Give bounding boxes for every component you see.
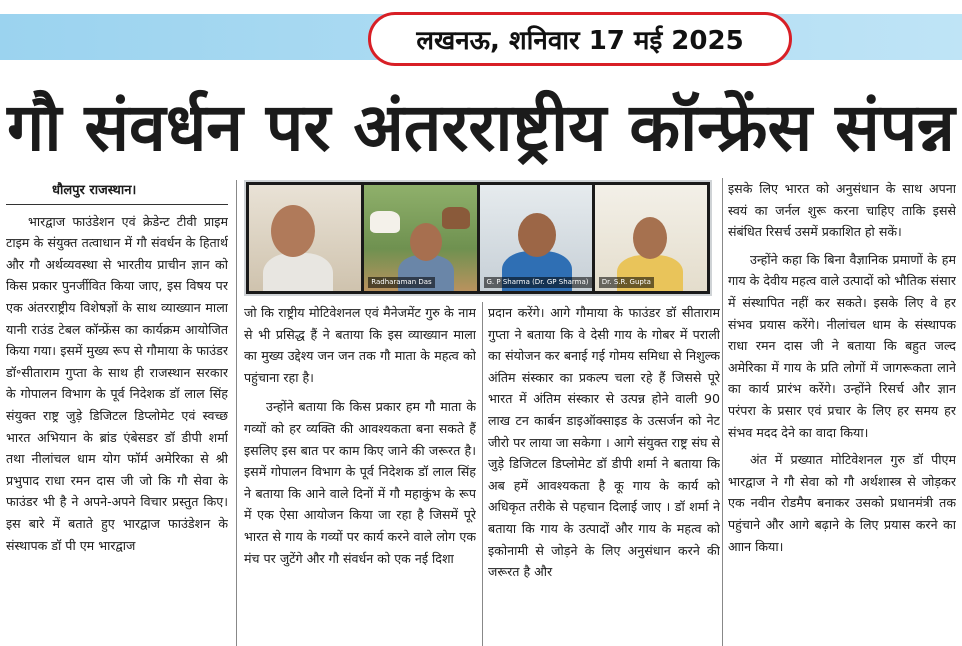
- paragraph: इसके लिए भारत को अनुसंधान के साथ अपना स्वयं का जर्नल शुरू करना चाहिए ताकि इससे संबंधित रिसर्च उसमें प्रकाशित हो सकें।: [728, 181, 956, 240]
- dateline: धौलपुर राजस्थान।: [6, 180, 228, 205]
- paragraph: भारद्वाज फाउंडेशन एवं क्रेडेन्ट टीवी प्राइम टाइम के संयुक्त तत्वाधान में गौ संवर्धन के हितार्थ और गौ अर्थव्यवस्था से भारतीय प्राचीन ज्ञान को किस प्रकार पुनर्जीवित किया जाए, इस विषय पर एक अंतरराष्ट्रीय विशेषज्ञों के साथ व्याख्यान माला यानी राउंड टेबल कॉन्फ्रेंस का कार्यक्रम आयोजित किया गया। इसमें मुख्य रूप से गौमाया के फाउंडर डॉ॰सीताराम गुप्ता के साथ ही राजस्थान सरकार के गोपालन विभाग के पूर्व निदेशक डॉ लाल सिंह संयुक्त राष्ट्र जुड़े डिजिटल डिप्लोमेट एवं स्वच्छ भारत अभियान के ब्रांड एंबेसडर डॉ डीपी शर्मा तथा नीलांचल धाम योग फॉर्म अमेरिका से श्री प्रभुपाद राधा रमन दास जी जो कि गौ सेवा के फाउंडर भी है ने अपने-अपने विचार प्रस्तुत किए। इस बारे में बताते हुए भारद्वाज फाउंडेशन के संस्थापक डॉ पी एम भारद्वाज: [6, 213, 228, 553]
- participant-tile: [480, 185, 592, 291]
- participant-name: Radharaman Das: [368, 277, 434, 288]
- video-conference-photo: [244, 180, 712, 296]
- column-divider: [482, 302, 483, 646]
- person-head: [633, 217, 667, 259]
- column-divider: [722, 178, 723, 646]
- dateline-badge: [368, 12, 792, 66]
- article-column-2: [244, 302, 476, 646]
- person-head: [271, 205, 315, 257]
- paragraph: उन्होंने बताया कि किस प्रकार हम गौ माता के गव्यों को हर व्यक्ति की आवश्यकता बना सकते हैं इसलिए इस बात पर काम किए जाने की जरूरत है। इसमें गोपालन विभाग के पूर्व निदेशक डॉ लाल सिंह ने बताया कि आने वाले दिनों में गौ महाकुंभ के रूप में एक ऐसा आयोजन किया जा रहा है जिसमें पूरे भारत से गाय के गव्यों पर कार्य करने वाले लोग एक मंच पर जुटेंगे और गौ संवर्धन को एक नई दिशा: [244, 399, 476, 566]
- article-column-1: [6, 180, 228, 646]
- article-column-4: [728, 178, 956, 646]
- person-figure: [263, 253, 333, 291]
- paragraph: अंत में प्रख्यात मोटिवेशनल गुरु डॉ पीएम भारद्वाज ने गौ सेवा को गौ अर्थशास्त्र से जोड़कर एक नवीन रोडमैप बनाकर उसको प्रधानमंत्री तक पहुंचाने और आगे बढ़ाने के लिए प्रयास करने का आान किया।: [728, 452, 956, 554]
- headline: गौ संवर्धन पर अंतरराष्ट्रीय कॉन्फ्रेंस संपन्न: [7, 89, 955, 166]
- cow-figure: [370, 211, 400, 233]
- participant-name: G. P Sharma (Dr. GP Sharma): [484, 277, 592, 288]
- masthead-band: [0, 0, 962, 74]
- participant-tile: [364, 185, 476, 291]
- column-divider: [236, 180, 237, 646]
- cow-figure: [442, 207, 470, 229]
- participant-tile: [595, 185, 707, 291]
- date-text: लखनऊ, शनिवार 17 मई 2025: [416, 26, 744, 56]
- participant-tile: [249, 185, 361, 291]
- paragraph: जो कि राष्ट्रीय मोटिवेशनल एवं मैनेजमेंट गुरु के नाम से भी प्रसिद्ध हैं ने बताया कि इस व्याख्यान माला का मुख्य उद्देश्य जन जन तक गौ माता के महत्व को पहुंचाना रहा है।: [244, 305, 476, 385]
- participant-name: Dr. S.R. Gupta: [599, 277, 654, 288]
- paragraph: प्रदान करेंगे। आगे गौमाया के फाउंडर डॉ सीताराम गुप्ता ने बताया कि वे देसी गाय के गोबर में पराली का संयोजन कर बनाई गई गोमय समिधा से निशुल्क अंतिम संस्कार का प्रकल्प चला रहे हैं जिससे पूरे भारत में अंतिम संस्कार से उत्पन्न होने वाली 90 लाख टन कार्बन डाइऑक्साइड के उत्सर्जन को नेट जीरो पर लाया जा सकेगा । आगे संयुक्त राष्ट्र संघ से जुड़े डिजिटल डिप्लोमेट डॉ डीपी शर्मा ने बताया कि अब हमें आवश्यकता है कू गाय के कार्य को अधिकृत तरीके से पहचान दिलाई जाए । डॉ शर्मा ने बताया कि गाय के उत्पादों और गाय के महत्व को इकोनामी से जोड़ने के लिए अनुसंधान करने की जरूरत है और: [488, 305, 720, 580]
- person-head: [518, 213, 556, 257]
- paragraph: उन्होंने कहा कि बिना वैज्ञानिक प्रमाणों के हम गाय के देवीय महत्व वाले उत्पादों को भौतिक संसार में संस्थापित नहीं कर सकते। इसके लिए वे हर संभव प्रयास करेंगे। नीलांचल धाम के संस्थापक राधा रमन दास जी ने बताया कि बहुत जल्द अमेरिका में गाय के प्रति लोगों में जागरूकता लाने का कार्य प्रारंभ करेंगे। उन्होंने रिसर्च और ज्ञान परंपरा के प्रसार एवं प्रचार के लिए हर समय हर संभव मदद देने का वादा किया।: [728, 251, 956, 440]
- article-column-3: [488, 302, 720, 646]
